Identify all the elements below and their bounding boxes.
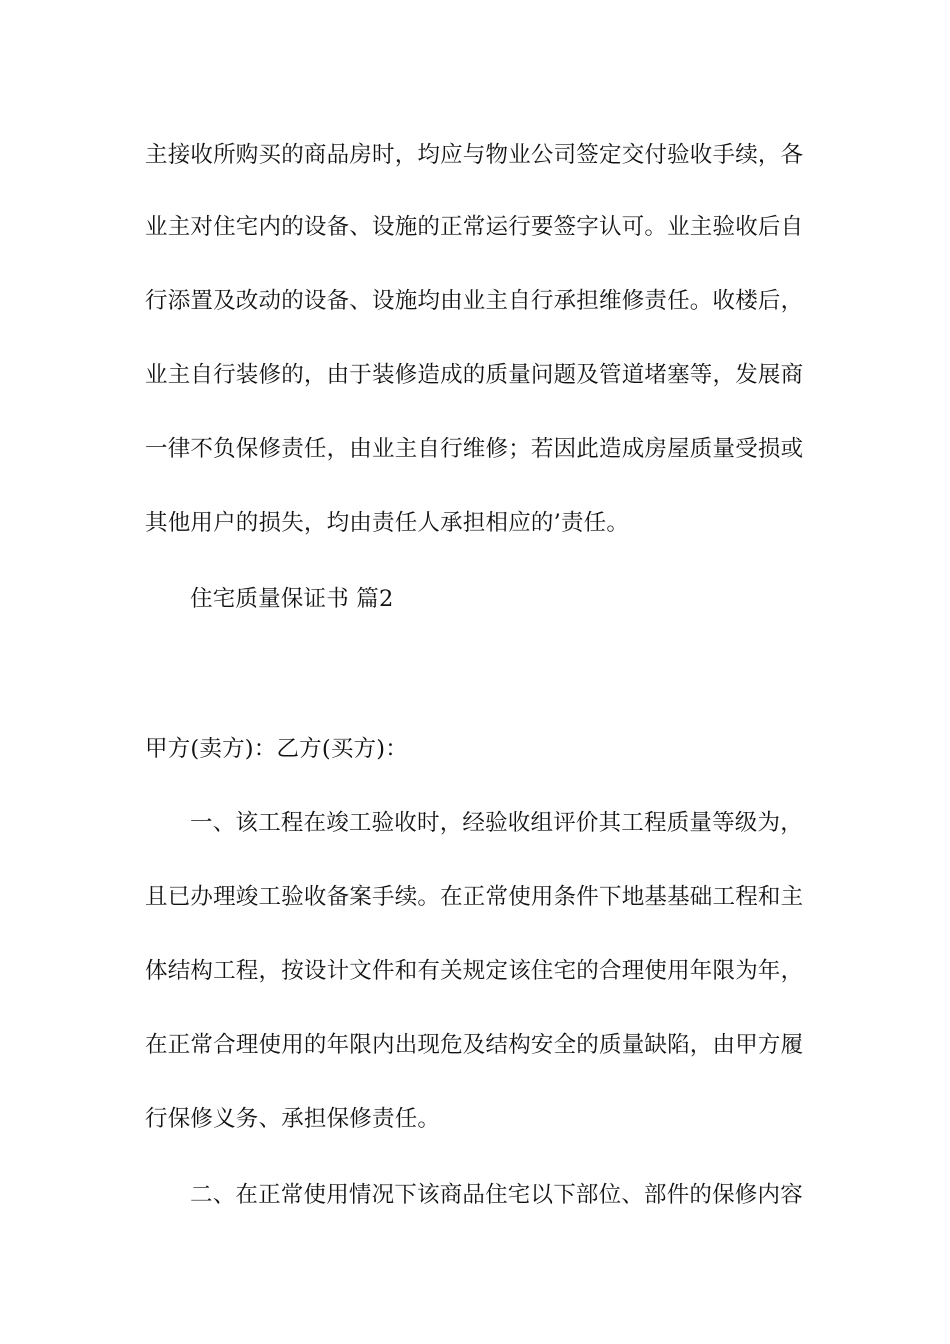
clause-line: 在正常合理使用的年限内出现危及结构安全的质量缺陷，由甲方履 (145, 1032, 804, 1058)
paragraph-line: 业主对住宅内的设备、设施的正常运行要签字认可。业主验收后自 (145, 214, 804, 240)
paragraph-line: 其他用户的损失，均由责任人承担相应的’责任。 (145, 510, 630, 536)
clause-line: 体结构工程，按设计文件和有关规定该住宅的合理使用年限为年， (145, 958, 804, 984)
paragraph-line: 业主自行装修的，由于装修造成的质量问题及管道堵塞等，发展商 (145, 362, 804, 388)
paragraph-line: 主接收所购买的商品房时，均应与物业公司签定交付验收手续，各 (145, 142, 804, 168)
clause-line: 且已办理竣工验收备案手续。在正常使用条件下地基基础工程和主 (145, 884, 804, 910)
parties-line: 甲方(卖方)：乙方(买方)： (145, 736, 408, 762)
clause-line: 行保修义务、承担保修责任。 (145, 1106, 441, 1132)
paragraph-line: 一律不负保修责任，由业主自行维修；若因此造成房屋质量受损或 (145, 436, 804, 462)
paragraph-line: 行添置及改动的设备、设施均由业主自行承担维修责任。收楼后， (145, 288, 804, 314)
section-heading: 住宅质量保证书 篇2 (190, 586, 394, 612)
clause-line: 二、在正常使用情况下该商品住宅以下部位、部件的保修内容 (190, 1182, 803, 1208)
clause-line: 一、该工程在竣工验收时，经验收组评价其工程质量等级为， (190, 810, 803, 836)
